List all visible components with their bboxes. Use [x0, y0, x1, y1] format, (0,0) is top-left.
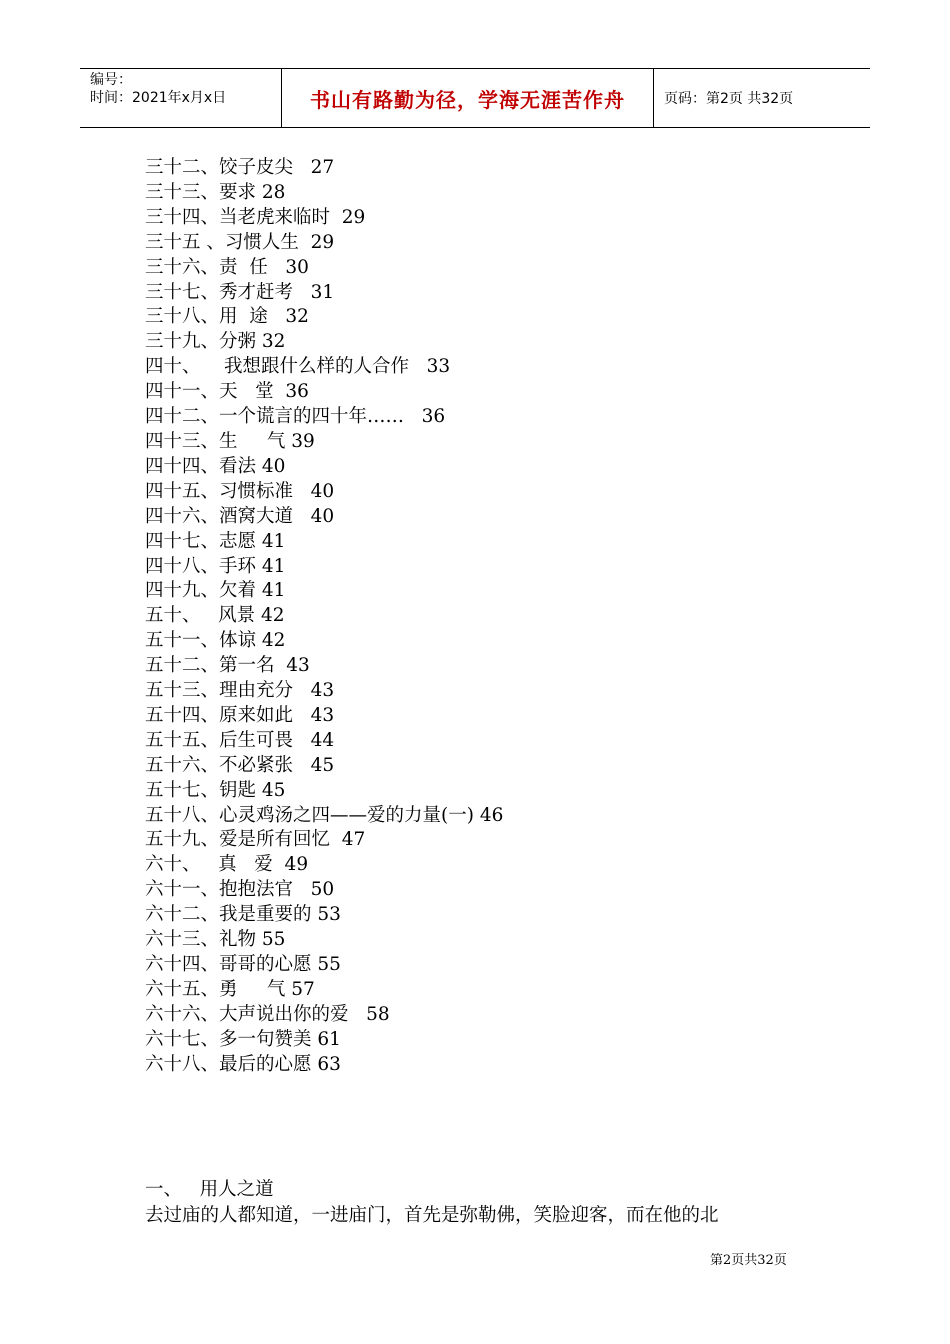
serial-label: 编号：: [90, 72, 132, 88]
toc-item: 五十四、原来如此 43: [145, 704, 335, 726]
toc-item: 四十八、手环 41: [145, 555, 286, 577]
page-footer: 第2页共32页: [710, 1253, 787, 1268]
table-of-contents: [145, 156, 503, 1078]
toc-item: 五十五、后生可畏 44: [145, 729, 335, 751]
toc-item: 四十六、酒窝大道 40: [145, 505, 335, 527]
chapter-section: [145, 1177, 825, 1229]
toc-item: 六十一、抱抱法官 50: [145, 879, 335, 901]
toc-item: 五十一、体谅 42: [145, 630, 286, 652]
toc-item: 六十八、最后的心愿 63: [145, 1053, 341, 1075]
toc-item: 六十二、我是重要的 53: [145, 904, 341, 926]
page-header: [80, 68, 870, 128]
toc-item: 五十六、不必紧张 45: [145, 754, 335, 776]
toc-item: 四十七、志愿 41: [145, 530, 286, 552]
header-meta: [80, 69, 282, 127]
toc-item: 四十九、欠着 41: [145, 580, 286, 602]
toc-item: 三十四、当老虎来临时 29: [145, 206, 366, 228]
toc-item: 五十七、钥匙 45: [145, 779, 286, 801]
toc-item: 四十四、看法 40: [145, 455, 286, 477]
toc-item: 六十四、哥哥的心愿 55: [145, 954, 341, 975]
header-slogan: 书山有路勤为径，学海无涯苦作舟: [282, 69, 654, 127]
toc-item: 三十六、责 任 30: [145, 256, 309, 278]
toc-item: 六十六、大声说出你的爱 58: [145, 1003, 390, 1025]
chapter-body: 去过庙的人都知道，一进庙门，首先是弥勒佛，笑脸迎客，而在他的北: [145, 1205, 719, 1226]
toc-item: 五十八、心灵鸡汤之四——爱的力量(一) 46: [145, 804, 504, 826]
toc-item: 四十一、天 堂 36: [145, 381, 309, 403]
toc-item: 三十八、用 途 32: [145, 306, 309, 328]
toc-item: 三十二、饺子皮尖 27: [145, 157, 335, 178]
chapter-title: 一、 用人之道: [145, 1179, 274, 1200]
toc-item: 三十三、要求 28: [145, 181, 286, 203]
toc-item: 四十二、一个谎言的四十年…… 36: [145, 406, 446, 428]
toc-item: 三十七、秀才赶考 31: [145, 281, 335, 303]
toc-item: 六十七、多一句赞美 61: [145, 1028, 341, 1050]
time-label: 时间：2021年x月x日: [90, 90, 227, 106]
toc-item: 五十三、理由充分 43: [145, 680, 335, 702]
toc-item: 四十、 我想跟什么样的人合作 33: [145, 356, 451, 378]
toc-item: 四十三、生 气 39: [145, 430, 315, 452]
toc-item: 六十、 真 爱 49: [145, 854, 309, 876]
toc-item: 三十九、分粥 32: [145, 331, 286, 353]
toc-item: 四十五、习惯标准 40: [145, 480, 335, 502]
toc-item: 五十九、爱是所有回忆 47: [145, 829, 366, 851]
toc-item: 六十三、礼物 55: [145, 929, 286, 951]
header-page-number: 页码：第2页 共32页: [664, 91, 794, 107]
toc-item: 五十二、第一名 43: [145, 655, 310, 677]
toc-item: 五十、 风景 42: [145, 605, 285, 627]
toc-item: 三十五 、习惯人生 29: [145, 231, 335, 253]
toc-item: 六十五、勇 气 57: [145, 978, 315, 1000]
